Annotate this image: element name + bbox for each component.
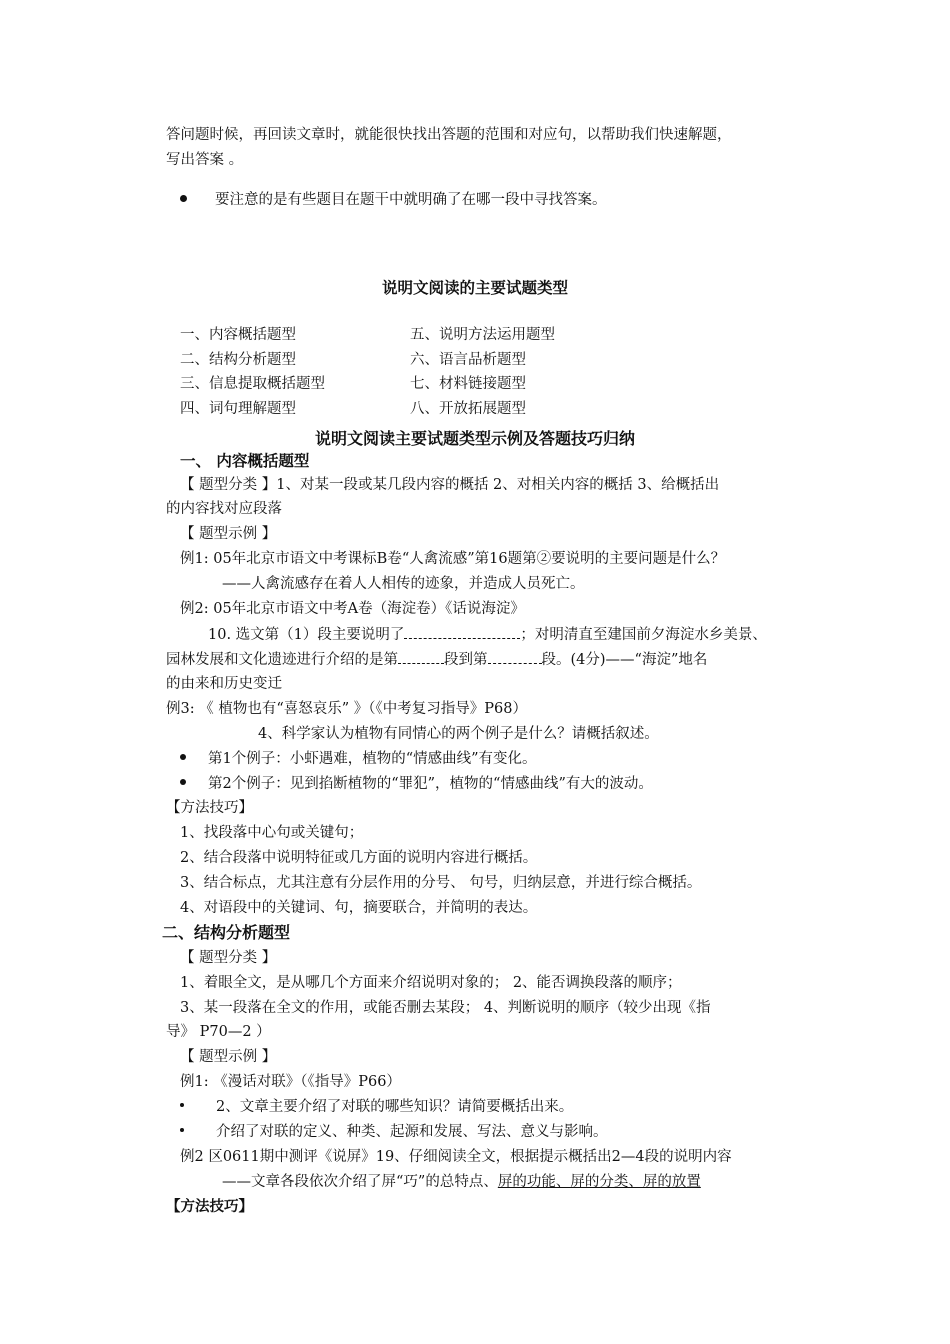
section1-ex2-question-3: 的由来和历史变迁 xyxy=(166,676,282,692)
bullet-icon xyxy=(180,1128,184,1132)
section2-heading: 二、结构分析题型 xyxy=(162,923,291,942)
section2-classify-2: 3、某一段落在全文的作用，或能否删去某段； 4、判断说明的顺序（较少出现《指 xyxy=(180,1000,711,1016)
section1-method-3: 3、结合标点，尤其注意有分层作用的分号、 句号，归纳层意，并进行综合概括。 xyxy=(180,875,702,891)
types-right-3: 七、材料链接题型 xyxy=(410,376,526,392)
section1-method-1: 1、找段落中心句或关键句； xyxy=(180,825,364,841)
title-examples-skills: 说明文阅读主要试题类型示例及答题技巧归纳 xyxy=(314,429,635,448)
section1-method-2: 2、结合段落中说明特征或几方面的说明内容进行概括。 xyxy=(180,850,538,866)
section1-ex3-question: 4、科学家认为植物有同情心的两个例子是什么？请概括叙述。 xyxy=(258,726,659,742)
section1-ex1-question: 例1: 05年北京市语文中考课标B卷“人禽流感”第16题第②要说明的主要问题是什么？ xyxy=(180,551,726,567)
section2-method-label: 【方法技巧】 xyxy=(166,1198,253,1215)
ex2-q2-part-a: 园林发展和文化遗迹进行介绍的是第 xyxy=(166,652,398,668)
bullet-icon xyxy=(180,1103,184,1107)
ex1-bullet-1-text: 2、文章主要介绍了对联的哪些知识？请简要概括出来。 xyxy=(216,1099,574,1115)
section1-ex3-bullet-2 xyxy=(180,774,653,794)
bullet-icon xyxy=(180,754,186,760)
section1-method-label: 【方法技巧】 xyxy=(166,800,253,816)
section1-classify-1: 【 题型分类 】1、对某一段或某几段内容的概括 2、对相关内容的概括 3、给概括出 xyxy=(180,477,720,493)
types-left-2: 二、结构分析题型 xyxy=(180,352,296,368)
types-left-1: 一、内容概括题型 xyxy=(180,327,296,343)
bullet-icon xyxy=(180,195,187,202)
intro-bullet-text: 要注意的是有些题目在题干中就明确了在哪一段中寻找答案。 xyxy=(215,192,607,208)
section1-ex2-question-2 xyxy=(166,649,707,670)
ex2-answer-plain: ——文章各段依次介绍了屏“巧”的总特点、 xyxy=(222,1174,498,1190)
title-main-types: 说明文阅读的主要试题类型 xyxy=(381,278,568,297)
section1-heading: 一、 内容概括题型 xyxy=(180,451,310,470)
ex2-q-part-a: 10. 选文第（1）段主要说明了 xyxy=(208,627,405,643)
types-right-4: 八、开放拓展题型 xyxy=(410,401,526,417)
intro-bullet xyxy=(180,190,607,210)
section1-ex3-bullet-1 xyxy=(180,749,537,769)
bullet-icon xyxy=(180,779,186,785)
section2-classify-3: 导》 P70—2 ） xyxy=(166,1024,271,1040)
section2-ex1-title: 例1: 《漫话对联》（《指导》P66） xyxy=(180,1074,401,1090)
types-left-4: 四、词句理解题型 xyxy=(180,401,296,417)
answer-blank xyxy=(404,624,520,639)
answer-blank xyxy=(398,649,444,664)
section1-method-4: 4、对语段中的关键词、句，摘要联合，并简明的表达。 xyxy=(180,900,538,916)
section1-classify-2: 的内容找对应段落 xyxy=(166,501,282,517)
section1-ex2-title: 例2: 05年北京市语文中考A卷（海淀卷）《话说海淀》 xyxy=(180,601,525,617)
answer-blank xyxy=(488,649,542,664)
ex2-q2-part-c: 段。(4分)——“海淀”地名 xyxy=(541,652,708,668)
section1-ex3-title: 例3: 《 植物也有“喜怒哀乐” 》（《中考复习指导》P68） xyxy=(166,701,527,717)
ex1-bullet-2-text: 介绍了对联的定义、种类、起源和发展、写法、意义与影响。 xyxy=(216,1124,608,1140)
section2-example-label: 【 题型示例 】 xyxy=(180,1049,277,1065)
ex2-answer-underlined: 屏的功能、屏的分类、屏的放置 xyxy=(497,1174,701,1190)
section2-ex1-bullet-1 xyxy=(180,1097,573,1117)
ex2-q-part-b: ；对明清直至建国前夕海淀水乡美景、 xyxy=(520,627,767,643)
section1-ex1-answer: ——人禽流感存在着人人相传的迹象，并造成人员死亡。 xyxy=(222,576,585,592)
intro-line-2: 写出答案 。 xyxy=(166,152,244,168)
section2-ex2-question: 例2 区0611期中测评《说屏》19、仔细阅读全文，根据提示概括出2—4段的说明内容 xyxy=(180,1149,732,1165)
section2-ex2-answer xyxy=(222,1172,701,1192)
ex3-bullet-2-text: 第2个例子：见到掐断植物的“罪犯”，植物的“情感曲线”有大的波动。 xyxy=(208,776,653,792)
section1-example-label: 【 题型示例 】 xyxy=(180,526,277,542)
intro-line-1: 答问题时候，再回读文章时，就能很快找出答题的范围和对应句，以帮助我们快速解题， xyxy=(166,127,732,143)
types-left-3: 三、信息提取概括题型 xyxy=(180,376,325,392)
section1-ex2-question xyxy=(208,624,767,645)
section2-ex1-bullet-2 xyxy=(180,1122,608,1142)
types-right-1: 五、说明方法运用题型 xyxy=(410,327,555,343)
section2-classify-1: 1、着眼全文，是从哪几个方面来介绍说明对象的； 2、能否调换段落的顺序； xyxy=(180,975,682,991)
section2-classify-label: 【 题型分类 】 xyxy=(180,950,277,966)
types-right-2: 六、语言品析题型 xyxy=(410,352,526,368)
ex3-bullet-1-text: 第1个例子：小虾遇难，植物的“情感曲线”有变化。 xyxy=(208,751,537,767)
ex2-q2-part-b: 段到第 xyxy=(444,652,488,668)
